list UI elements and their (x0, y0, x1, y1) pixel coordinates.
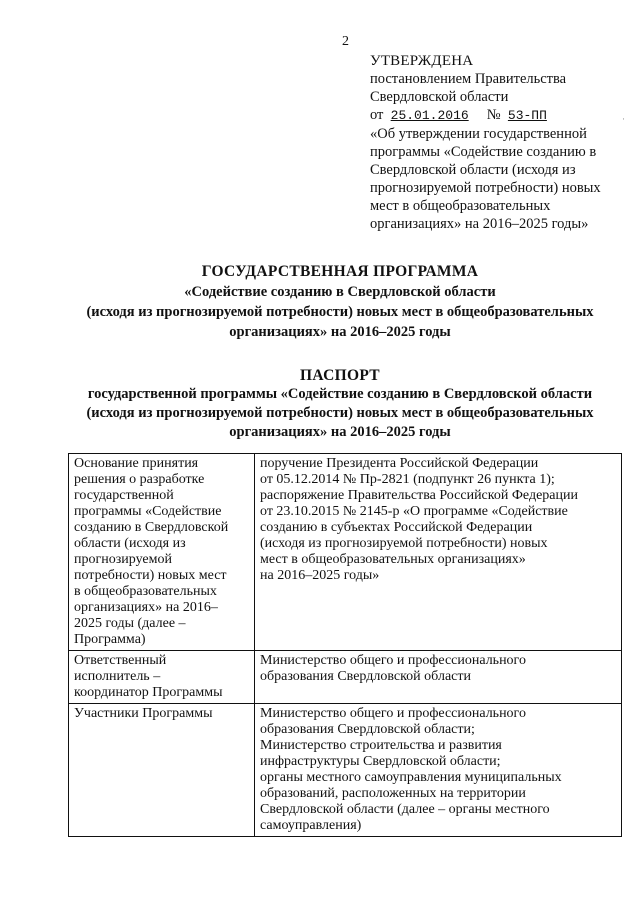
row-value-line: от 23.10.2015 № 2145-р «О программе «Содействие (260, 504, 568, 519)
approval-block (370, 52, 632, 233)
row-value-line: образований, расположенных на территории (260, 786, 526, 801)
row-value-line: на 2016–2025 годы» (260, 568, 380, 583)
row-value-line: созданию в субъектах Российской Федерации (260, 520, 533, 535)
table-row (69, 651, 622, 704)
approval-line: постановлением Правительства (370, 71, 567, 87)
page-number: 2 (342, 34, 349, 49)
row-value (255, 454, 622, 651)
passport-table (68, 453, 622, 837)
program-title-line: организациях» на 2016–2025 годы (229, 324, 451, 340)
row-value-line: мест в общеобразовательных организациях» (260, 552, 526, 567)
approval-date: 25.01.2016 (390, 108, 469, 123)
row-label (69, 454, 255, 651)
row-value-line: Министерство общего и профессионального (260, 706, 526, 721)
program-title-main: ГОСУДАРСТВЕННАЯ ПРОГРАММА (201, 263, 479, 280)
table-row (69, 704, 622, 837)
row-label-line: организациях» на 2016– (74, 600, 218, 615)
row-label (69, 651, 255, 704)
row-label-line: Участники Программы (74, 706, 213, 721)
approval-subject-line: прогнозируемой потребности) новых (370, 180, 601, 196)
approval-subject-line: «Об утверждении государственной (370, 126, 587, 142)
number-prefix: № (486, 107, 501, 123)
row-label-line: программы «Содействие (74, 504, 222, 519)
row-label-line: государственной (74, 488, 174, 503)
approval-subject-line: программы «Содействие созданию в (370, 144, 597, 160)
row-label-line: в общеобразовательных (74, 584, 217, 599)
passport-title (55, 366, 625, 442)
approval-subject (370, 125, 632, 233)
date-prefix: от (370, 107, 384, 123)
scan-mark: · (622, 114, 625, 124)
approval-number: 53-ПП (507, 108, 547, 123)
row-value-line: самоуправления) (260, 818, 362, 833)
row-label-line: прогнозируемой (74, 552, 172, 567)
row-label (69, 704, 255, 837)
row-value-line: образования Свердловской области; (260, 722, 475, 737)
row-label-line: Основание принятия (74, 456, 199, 471)
approval-heading: УТВЕРЖДЕНА (370, 53, 474, 69)
row-value-line: Министерство общего и профессионального (260, 653, 526, 668)
row-value-line: инфраструктуры Свердловской области; (260, 754, 501, 769)
approval-subject-line: мест в общеобразовательных (370, 198, 551, 214)
approval-date-line (370, 106, 632, 125)
row-label-line: Программа) (74, 632, 146, 647)
row-label-line: созданию в Свердловской (74, 520, 229, 535)
approval-subject-line: организациях» на 2016–2025 годы» (370, 216, 589, 232)
row-label-line: 2025 годы (далее – (74, 616, 186, 631)
row-label-line: решения о разработке (74, 472, 205, 487)
passport-title-line: организациях» на 2016–2025 годы (229, 424, 451, 440)
row-label-line: области (исходя из (74, 536, 186, 551)
passport-title-main: ПАСПОРТ (300, 367, 380, 384)
row-value-line: (исходя из прогнозируемой потребности) новых (260, 536, 548, 551)
row-value-line: образования Свердловской области (260, 669, 471, 684)
row-value-line: Министерство строительства и развития (260, 738, 502, 753)
row-label-line: Ответственный (74, 653, 167, 668)
approval-line: Свердловской области (370, 89, 509, 105)
row-value-line: поручение Президента Российской Федерации (260, 456, 539, 471)
row-label-line: исполнитель – (74, 669, 161, 684)
table-row (69, 454, 622, 651)
row-value-line: от 05.12.2014 № Пр-2821 (подпункт 26 пункта 1); (260, 472, 555, 487)
approval-subject-line: Свердловской области (исходя из (370, 162, 576, 178)
program-title-line: «Содействие созданию в Свердловской области (184, 284, 496, 300)
row-value (255, 704, 622, 837)
row-value-line: распоряжение Правительства Российской Федерации (260, 488, 578, 503)
row-value-line: органы местного самоуправления муниципальных (260, 770, 562, 785)
row-label-line: потребности) новых мест (74, 568, 227, 583)
program-title-line: (исходя из прогнозируемой потребности) новых мест в общеобразовательных (86, 304, 594, 320)
passport-title-line: (исходя из прогнозируемой потребности) новых мест в общеобразовательных (86, 405, 594, 421)
program-title (60, 262, 620, 342)
passport-title-line: государственной программы «Содействие созданию в Свердловской области (87, 386, 593, 402)
row-label-line: координатор Программы (74, 685, 223, 700)
row-value-line: Свердловской области (далее – органы местного (260, 802, 550, 817)
row-value (255, 651, 622, 704)
